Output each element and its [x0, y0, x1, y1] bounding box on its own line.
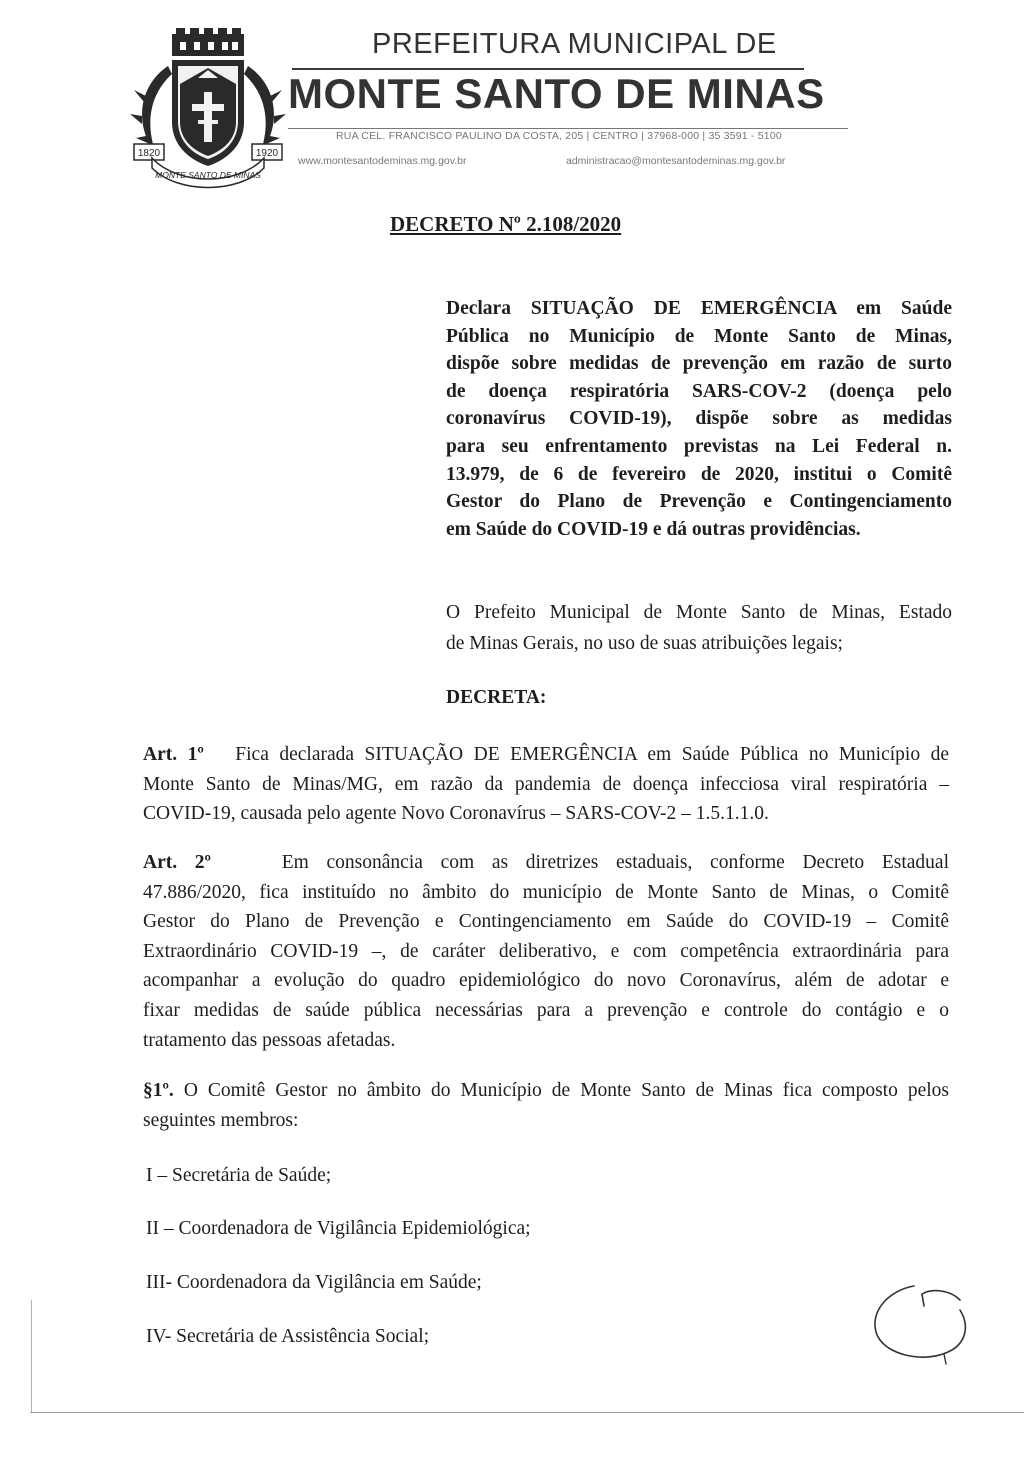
- header-address: RUA CEL. FRANCISCO PAULINO DA COSTA, 205 | CENTRO | 37968-000 | 35 3591 - 5100: [336, 130, 782, 142]
- article-2-line: [143, 848, 949, 878]
- crest-year-right: 1920: [255, 148, 279, 159]
- article-1-line: COVID-19, causada pelo agente Novo Coronavírus – SARS-COV-2 – 1.5.1.1.0.: [143, 803, 769, 825]
- preamble-line: O Prefeito Municipal de Monte Santo de Minas, Estado: [446, 602, 952, 623]
- decree-preamble: [446, 597, 952, 659]
- article-1-line: [143, 740, 949, 770]
- ementa-line: 13.979, de 6 de fevereiro de 2020, institui o Comitê: [446, 463, 952, 485]
- article-2-line: tratamento das pessoas afetadas.: [143, 1029, 396, 1051]
- article-1: [143, 740, 949, 829]
- signature-rubric-icon: [862, 1266, 982, 1366]
- article-2-line: 47.886/2020, fica instituído no âmbito do município de Monte Santo de Minas, o Comitê: [143, 881, 949, 903]
- article-1-label: Art. 1º: [143, 744, 204, 765]
- crest-year-left: 1820: [137, 148, 161, 159]
- ementa-line: Gestor do Plano de Prevenção e Contingenciamento: [446, 491, 952, 513]
- decree-ementa: [446, 295, 952, 543]
- paragraph-1-line: [143, 1076, 949, 1106]
- header-prefeitura: PREFEITURA MUNICIPAL DE: [372, 28, 777, 60]
- article-2-label: Art. 2º: [143, 852, 211, 873]
- paragraph-1-label: §1º.: [143, 1080, 174, 1101]
- member-item: III- Coordenadora da Vigilância em Saúde;: [146, 1272, 482, 1293]
- decree-title: DECRETO Nº 2.108/2020: [390, 212, 622, 236]
- ementa-line: em Saúde do COVID-19 e dá outras providências.: [446, 518, 861, 540]
- scan-border-bottom: [30, 1412, 1024, 1413]
- article-2-line: Extraordinário COVID-19 –, de caráter deliberativo, e com competência extraordinária para: [143, 940, 949, 962]
- article-2-line: fixar medidas de saúde pública necessárias para a prevenção e controle do contágio e o: [143, 999, 949, 1021]
- ementa-line: para seu enfrentamento previstas na Lei Federal n.: [446, 435, 952, 457]
- article-1-line: Monte Santo de Minas/MG, em razão da pandemia de doença infecciosa viral respiratória –: [143, 773, 949, 795]
- decreta-heading: DECRETA:: [446, 687, 547, 708]
- member-item: IV- Secretária de Assistência Social;: [146, 1326, 430, 1347]
- header-email-link[interactable]: administracao@montesantodeminas.mg.gov.br: [566, 155, 786, 167]
- article-2-line: acompanhar a evolução do quadro epidemiológico do novo Coronavírus, além de adotar e: [143, 970, 949, 992]
- article-1-text: Fica declarada SITUAÇÃO DE EMERGÊNCIA em Saúde Pública no Município de: [235, 744, 949, 765]
- member-item: I – Secretária de Saúde;: [146, 1165, 332, 1186]
- ementa-line: de doença respiratória SARS-COV-2 (doença pelo: [446, 380, 952, 402]
- crest-ribbon-text: MONTE SANTO DE MINAS: [155, 170, 261, 180]
- member-item: II – Coordenadora de Vigilância Epidemiológica;: [146, 1218, 531, 1239]
- article-2-line: Gestor do Plano de Prevenção e Contingenciamento em Saúde do COVID-19 – Comitê: [143, 911, 949, 933]
- ementa-line: coronavírus COVID-19), dispõe sobre as medidas: [446, 408, 952, 430]
- ementa-line: dispõe sobre medidas de prevenção em razão de surto: [446, 353, 952, 375]
- paragraph-1-text: O Comitê Gestor no âmbito do Município de Monte Santo de Minas fica composto pelos: [183, 1080, 949, 1101]
- scan-border-left: [31, 1300, 32, 1412]
- article-2-text: Em consonância com as diretrizes estaduais, conforme Decreto Estadual: [281, 852, 949, 873]
- header-website-link[interactable]: www.montesantodeminas.mg.gov.br: [298, 155, 467, 167]
- paragraph-1: [143, 1076, 949, 1135]
- municipal-crest-icon: [128, 26, 288, 192]
- ementa-line: Pública no Município de Monte Santo de Minas,: [446, 325, 952, 347]
- header-rule-bottom: [288, 128, 848, 129]
- paragraph-1-line: seguintes membros:: [143, 1109, 299, 1131]
- header-municipality: MONTE SANTO DE MINAS: [288, 70, 825, 117]
- preamble-line: de Minas Gerais, no uso de suas atribuições legais;: [446, 633, 843, 654]
- article-2: [143, 848, 949, 1055]
- ementa-line: Declara SITUAÇÃO DE EMERGÊNCIA em Saúde: [446, 298, 952, 319]
